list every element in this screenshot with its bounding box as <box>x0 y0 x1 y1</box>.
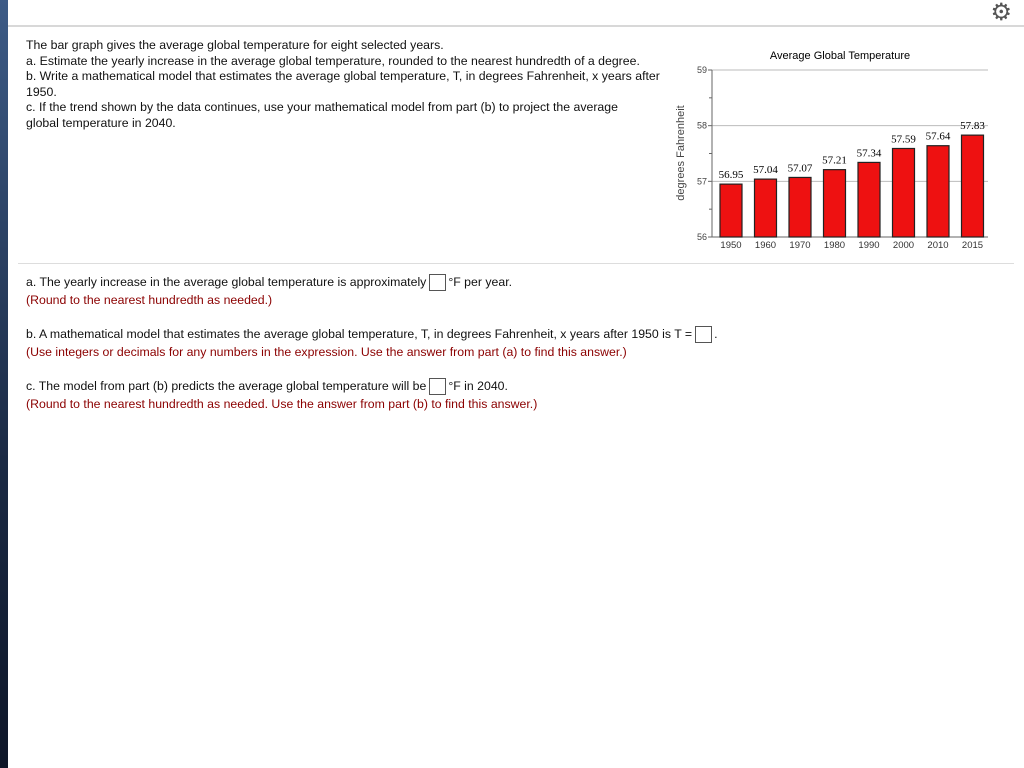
answer-b-end: . <box>714 327 718 341</box>
top-bar <box>8 0 1024 27</box>
y-tick-label: 57 <box>696 176 707 187</box>
answer-a-unit: °F per year. <box>448 275 513 289</box>
bar-value-label: 57.64 <box>925 130 951 143</box>
x-tick-label: 1990 <box>858 240 880 251</box>
answer-a-input[interactable] <box>429 274 446 291</box>
bar <box>789 177 811 237</box>
bar <box>858 162 880 237</box>
answer-c-hint: (Round to the nearest hundredth as needed. Use the answer from part (b) to find this answer.) <box>26 397 538 412</box>
answer-b-hint: (Use integers or decimals for any numbers in the expression. Use the answer from part (a) to find this answer.) <box>26 345 627 360</box>
bar-value-label: 56.95 <box>718 169 744 182</box>
question-part-a: a. Estimate the yearly increase in the average global temperature, rounded to the nearest hundredth of a degree. <box>26 53 640 68</box>
bar-value-label: 57.07 <box>787 162 813 175</box>
x-tick-label: 2015 <box>961 240 984 251</box>
bar <box>824 170 846 237</box>
answer-c-unit: °F in 2040. <box>448 379 508 393</box>
y-axis-label: degrees Fahrenheit <box>675 105 687 201</box>
x-tick-label: 2000 <box>892 240 915 251</box>
y-tick-label: 58 <box>696 120 707 131</box>
question-part-c: c. If the trend shown by the data continues, use your mathematical model from part (b) to project the average global temperature in 2040. <box>26 100 618 130</box>
answer-b <box>26 325 718 361</box>
bar-value-label: 57.34 <box>856 147 882 160</box>
question-intro: The bar graph gives the average global temperature for eight selected years. <box>26 38 444 52</box>
bar <box>962 135 984 237</box>
bar-chart <box>670 40 1000 260</box>
question-part-b: b. Write a mathematical model that estimates the average global temperature, T, in degrees Fahrenheit, x years after 1950. <box>26 69 660 99</box>
bar-value-label: 57.04 <box>753 164 778 177</box>
question-text <box>26 38 666 131</box>
answer-a-hint: (Round to the nearest hundredth as needed.) <box>26 293 273 308</box>
answer-c-text: c. The model from part (b) predicts the average global temperature will be <box>26 379 427 393</box>
bar <box>755 179 777 237</box>
x-tick-label: 1970 <box>789 240 811 251</box>
x-tick-label: 1980 <box>823 240 846 251</box>
answer-c <box>26 377 537 413</box>
bar-value-label: 57.59 <box>891 133 916 146</box>
divider <box>18 263 1014 264</box>
y-tick-label: 56 <box>696 232 707 242</box>
bar <box>927 146 949 237</box>
y-tick-label: 59 <box>696 65 707 75</box>
bar-value-label: 57.21 <box>822 154 847 167</box>
bar <box>720 184 742 237</box>
chart-title: Average Global Temperature <box>769 50 911 62</box>
desktop-edge <box>0 0 8 768</box>
bar-value-label: 57.83 <box>960 120 985 133</box>
gear-icon[interactable]: ⚙ <box>990 0 1012 26</box>
answer-a <box>26 273 512 309</box>
x-tick-label: 1950 <box>720 240 742 251</box>
answer-b-text: b. A mathematical model that estimates the average global temperature, T, in degrees Fahrenheit, x years after 1950 is T = <box>26 327 693 341</box>
bar <box>893 148 915 237</box>
answer-c-input[interactable] <box>429 378 446 395</box>
answer-a-text: a. The yearly increase in the average global temperature is approximately <box>26 275 427 289</box>
x-tick-label: 1960 <box>754 240 777 251</box>
x-tick-label: 2010 <box>927 240 949 251</box>
answer-b-input[interactable] <box>695 326 712 343</box>
